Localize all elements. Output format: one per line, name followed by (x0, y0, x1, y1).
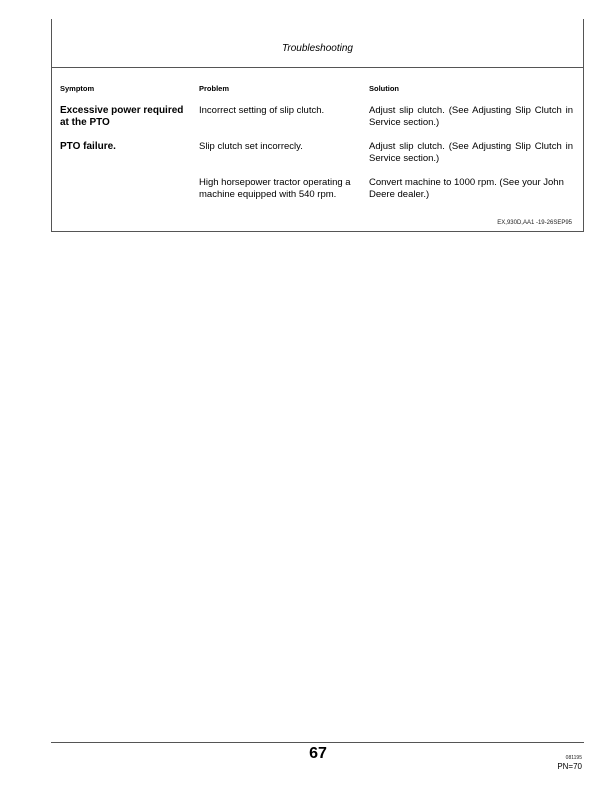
row-1-problem: Incorrect setting of slip clutch. (199, 105, 325, 116)
row-3-solution: Convert machine to 1000 rpm. (See your John Deere dealer.) (369, 177, 564, 200)
column-header-problem: Problem (199, 84, 230, 93)
column-header-symptom: Symptom (60, 84, 95, 93)
row-1-symptom: Excessive power required at the PTO (60, 105, 184, 128)
row-2-problem: Slip clutch set incorrecly. (199, 141, 303, 152)
row-1-solution: Adjust slip clutch. (See Adjusting Slip Clutch in Service section.) (369, 105, 573, 128)
part-number: PN=70 (557, 762, 582, 771)
section-title: Troubleshooting (282, 43, 353, 54)
row-2-symptom: PTO failure. (60, 141, 116, 152)
column-header-solution: Solution (369, 84, 399, 93)
row-3-problem: High horsepower tractor operating a machine equipped with 540 rpm. (199, 177, 351, 200)
reference-code: EX,930D,AA1 -19-26SEP95 (497, 220, 572, 226)
page-number: 67 (309, 745, 327, 762)
row-2-solution: Adjust slip clutch. (See Adjusting Slip Clutch in Service section.) (369, 141, 573, 164)
print-code: 081195 (565, 755, 582, 761)
footer-rule (51, 742, 584, 743)
